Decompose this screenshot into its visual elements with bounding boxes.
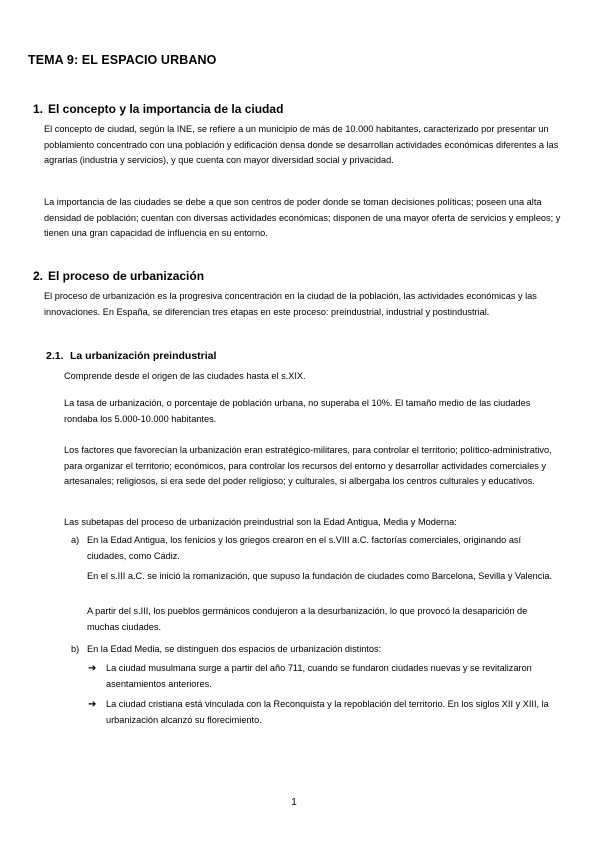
list-item-a-continuation-2: A partir del s.III, los pueblos germánicos condujeron a la desurbanización, lo que provocó la desaparición de muchas ciudades.: [87, 606, 528, 632]
list-item-a-marker: a): [71, 535, 80, 545]
arrow-right-icon: ➔: [88, 663, 97, 674]
section-1-number: 1.: [33, 102, 44, 116]
subsection-2-1-number: 2.1.: [46, 350, 64, 362]
document-title: TEMA 9: EL ESPACIO URBANO: [28, 53, 217, 67]
list-item-a: [71, 533, 561, 564]
subsection-2-1-paragraph-3: Los factores que favorecían la urbanización eran estratégico-militares, para controlar el territorio; político-administrativo, para organizar el territorio; económicos, para controlar los recursos del entorno y desarrollar actividades comerciales y artesanales; religiosos, si era sede del poder religioso; y culturales, si albergaba los centros culturales y educativos.: [64, 445, 552, 486]
list-item-a-text: En la Edad Antigua, los fenicios y los griegos crearon en el s.VIII a.C. factorías comerciales, originando así ciudades, como Cádiz.: [87, 535, 522, 561]
page-number: 1: [291, 797, 297, 808]
list-item-b-marker: b): [71, 644, 80, 654]
section-1-paragraph-2: La importancia de las ciudades se debe a que son centros de poder donde se toman decisiones políticas; poseen una alta densidad de población; cuentan con diversas actividades económicas; disponen de una mayor oferta de servicios y empleos; y tienen una gran capacidad de influencia en su entorno.: [44, 197, 561, 238]
list-item-a-continuation-1: En el s.III a.C. se inició la romanización, que supuso la fundación de ciudades como Barcelona, Sevilla y Valencia.: [87, 571, 553, 581]
list-item-b-bullet-2: [88, 697, 558, 728]
list-item-b-bullet-1: [88, 661, 558, 692]
section-1-title: El concepto y la importancia de la ciudad: [48, 102, 284, 116]
section-1-paragraph-1: El concepto de ciudad, según la INE, se refiere a un municipio de más de 10.000 habitantes, caracterizado por presentar un poblamiento concentrado con una población y edificación densa donde se desarrollan actividades económicas diferentes a las agrarias (industria y servicios), y que cuenta con mayor diversidad social y privacidad.: [44, 124, 559, 165]
section-1-heading: [33, 102, 283, 116]
arrow-right-icon: ➔: [88, 699, 97, 710]
list-item-b-bullet-1-text: La ciudad musulmana surge a partir del año 711, cuando se fundaron ciudades nuevas y se revitalizaron asentamientos anteriores.: [106, 663, 532, 689]
subsection-2-1-paragraph-2: La tasa de urbanización, o porcentaje de población urbana, no superaba el 10%. El tamaño medio de las ciudades rondaba los 5.000-10.000 habitantes.: [64, 398, 531, 424]
section-2-number: 2.: [33, 269, 44, 283]
section-2-title: El proceso de urbanización: [48, 269, 205, 283]
list-item-b-bullet-2-text: La ciudad cristiana está vinculada con la Reconquista y la repoblación del territorio. En los siglos XII y XIII, la urbanización alcanzó su florecimiento.: [106, 699, 549, 725]
list-item-b-text: En la Edad Media, se distinguen dos espacios de urbanización distintos:: [87, 644, 382, 654]
list-item-b: [71, 642, 561, 658]
subsection-2-1-title: La urbanización preindustrial: [70, 350, 217, 362]
subsection-2-1-heading: [46, 350, 216, 362]
section-2-heading: [33, 269, 204, 283]
section-2-paragraph-1: El proceso de urbanización es la progresiva concentración en la ciudad de la población, las actividades económicas y las innovaciones. En España, se diferencian tres etapas en este proceso: preindustrial, industrial y postindustrial.: [44, 291, 537, 317]
subsection-2-1-paragraph-4: Las subetapas del proceso de urbanización preindustrial son la Edad Antigua, Media y Moderna:: [64, 517, 457, 527]
subsection-2-1-paragraph-1: Comprende desde el origen de las ciudades hasta el s.XIX.: [64, 371, 306, 381]
